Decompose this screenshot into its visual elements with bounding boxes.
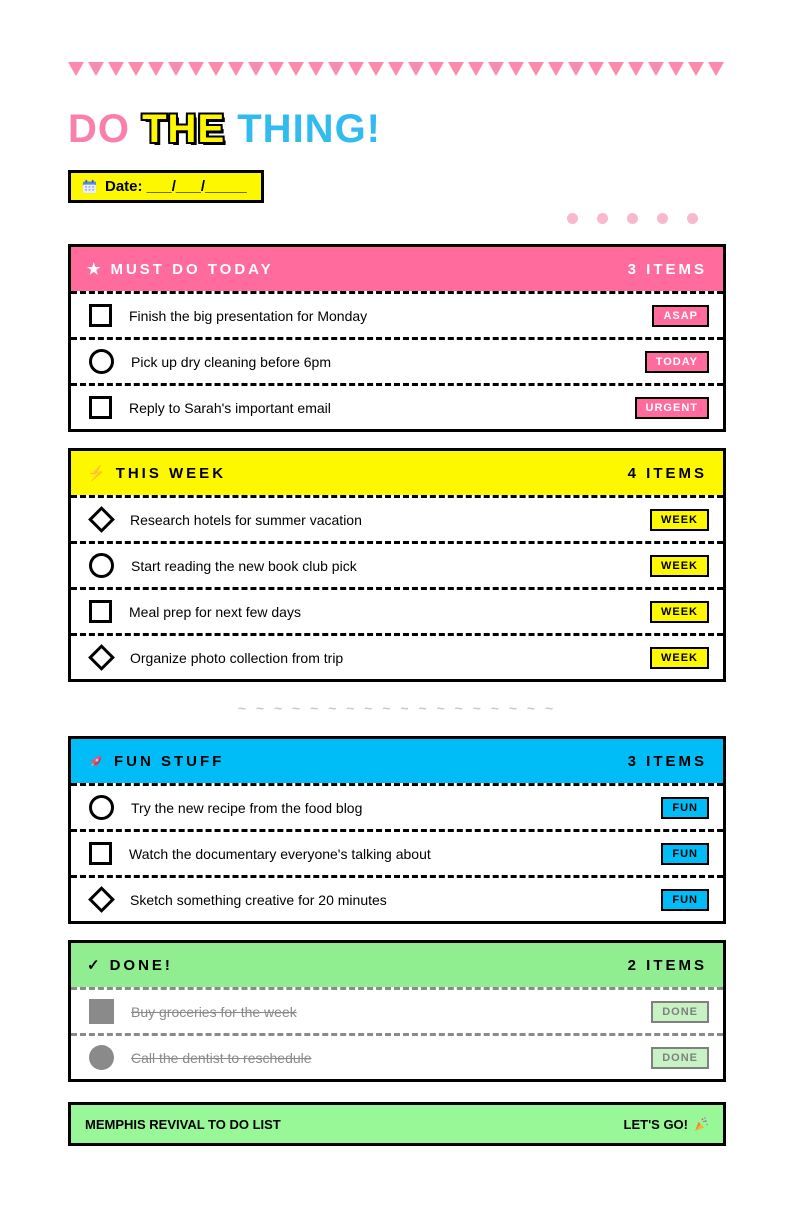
priority-badge: WEEK (650, 601, 709, 623)
todo-item-text: Buy groceries for the week (131, 1003, 297, 1020)
rocket-icon (87, 753, 104, 770)
dot (627, 213, 638, 224)
todo-item-row (71, 875, 723, 921)
section-count: 3 ITEMS (627, 752, 707, 770)
priority-badge: ASAP (652, 305, 709, 327)
checkbox-square[interactable] (89, 396, 112, 419)
checkbox-square[interactable] (89, 304, 112, 327)
todo-item-text: Watch the documentary everyone's talking about (129, 845, 431, 862)
section-header (71, 943, 723, 987)
checkbox-square-checked[interactable] (89, 999, 114, 1024)
date-label: Date: ___/___/_____ (105, 178, 247, 195)
dot (567, 213, 578, 224)
footer-right-text: LET'S GO! (623, 1116, 688, 1132)
todo-item-text: Meal prep for next few days (129, 603, 301, 620)
todo-item-text: Research hotels for summer vacation (130, 511, 362, 528)
dot (687, 213, 698, 224)
checkbox-circle-checked[interactable] (89, 1045, 114, 1070)
date-field[interactable] (68, 170, 264, 203)
title-word-do: DO (68, 107, 130, 151)
checkbox-square[interactable] (89, 842, 112, 865)
todo-item-row (71, 337, 723, 383)
dot (597, 213, 608, 224)
checkbox-square[interactable] (89, 600, 112, 623)
section-count: 3 ITEMS (627, 260, 707, 278)
dots-decoration (68, 213, 698, 224)
priority-badge: DONE (651, 1001, 709, 1023)
todo-item-row (71, 1033, 723, 1079)
star-icon: ★ (87, 261, 101, 278)
todo-item-row (71, 829, 723, 875)
checkbox-diamond[interactable] (88, 506, 115, 533)
section-must-do-today (68, 244, 726, 432)
tilde-divider: ~ ~ ~ ~ ~ ~ ~ ~ ~ ~ ~ ~ ~ ~ ~ ~ ~ ~ (237, 700, 557, 716)
checkbox-circle[interactable] (89, 553, 114, 578)
todo-item-text: Call the dentist to reschedule (131, 1049, 312, 1066)
todo-item-row (71, 587, 723, 633)
todo-item-row (71, 633, 723, 679)
title-word-the: THE (142, 107, 226, 151)
priority-badge: FUN (661, 843, 709, 865)
priority-badge: FUN (661, 889, 709, 911)
todo-item-text: Organize photo collection from trip (130, 649, 344, 666)
checkbox-circle[interactable] (89, 349, 114, 374)
todo-item-text: Finish the big presentation for Monday (129, 307, 368, 324)
todo-item-row (71, 291, 723, 337)
priority-badge: WEEK (650, 555, 709, 577)
section-title: THIS WEEK (115, 464, 227, 482)
todo-item-text: Start reading the new book club pick (131, 557, 357, 574)
footer-bar (68, 1102, 726, 1146)
priority-badge: TODAY (645, 351, 709, 373)
dot (657, 213, 668, 224)
todo-item-row (71, 541, 723, 587)
priority-badge: WEEK (650, 647, 709, 669)
calendar-icon (82, 179, 97, 194)
todo-item-row (71, 987, 723, 1033)
checkbox-circle[interactable] (89, 795, 114, 820)
todo-item-row (71, 383, 723, 429)
check-icon: ✓ (87, 957, 100, 974)
todo-item-row (71, 495, 723, 541)
section-title: FUN STUFF (114, 752, 225, 770)
title-word-thing: THING! (237, 107, 382, 151)
todo-item-row (71, 783, 723, 829)
section-header (71, 451, 723, 495)
section-fun-stuff (68, 736, 726, 924)
todo-item-text: Sketch something creative for 20 minutes (130, 891, 387, 908)
section-count: 2 ITEMS (627, 956, 707, 974)
section-this-week (68, 448, 726, 682)
triangle-border (68, 62, 726, 76)
section-header (71, 739, 723, 783)
section-done (68, 940, 726, 1082)
todo-item-text: Reply to Sarah's important email (129, 399, 331, 416)
priority-badge: DONE (651, 1047, 709, 1069)
section-count: 4 ITEMS (627, 464, 707, 482)
priority-badge: FUN (661, 797, 709, 819)
todo-item-text: Pick up dry cleaning before 6pm (131, 353, 331, 370)
footer-left-text: MEMPHIS REVIVAL TO DO LIST (85, 1116, 281, 1132)
checkbox-diamond[interactable] (88, 886, 115, 913)
priority-badge: URGENT (635, 397, 709, 419)
page-title (68, 109, 726, 149)
section-title: DONE! (109, 956, 173, 974)
lightning-icon: ⚡ (87, 465, 106, 482)
todo-item-text: Try the new recipe from the food blog (131, 799, 363, 816)
party-popper-icon (694, 1117, 709, 1132)
checkbox-diamond[interactable] (88, 644, 115, 671)
priority-badge: WEEK (650, 509, 709, 531)
section-title: MUST DO TODAY (110, 260, 274, 278)
section-header (71, 247, 723, 291)
